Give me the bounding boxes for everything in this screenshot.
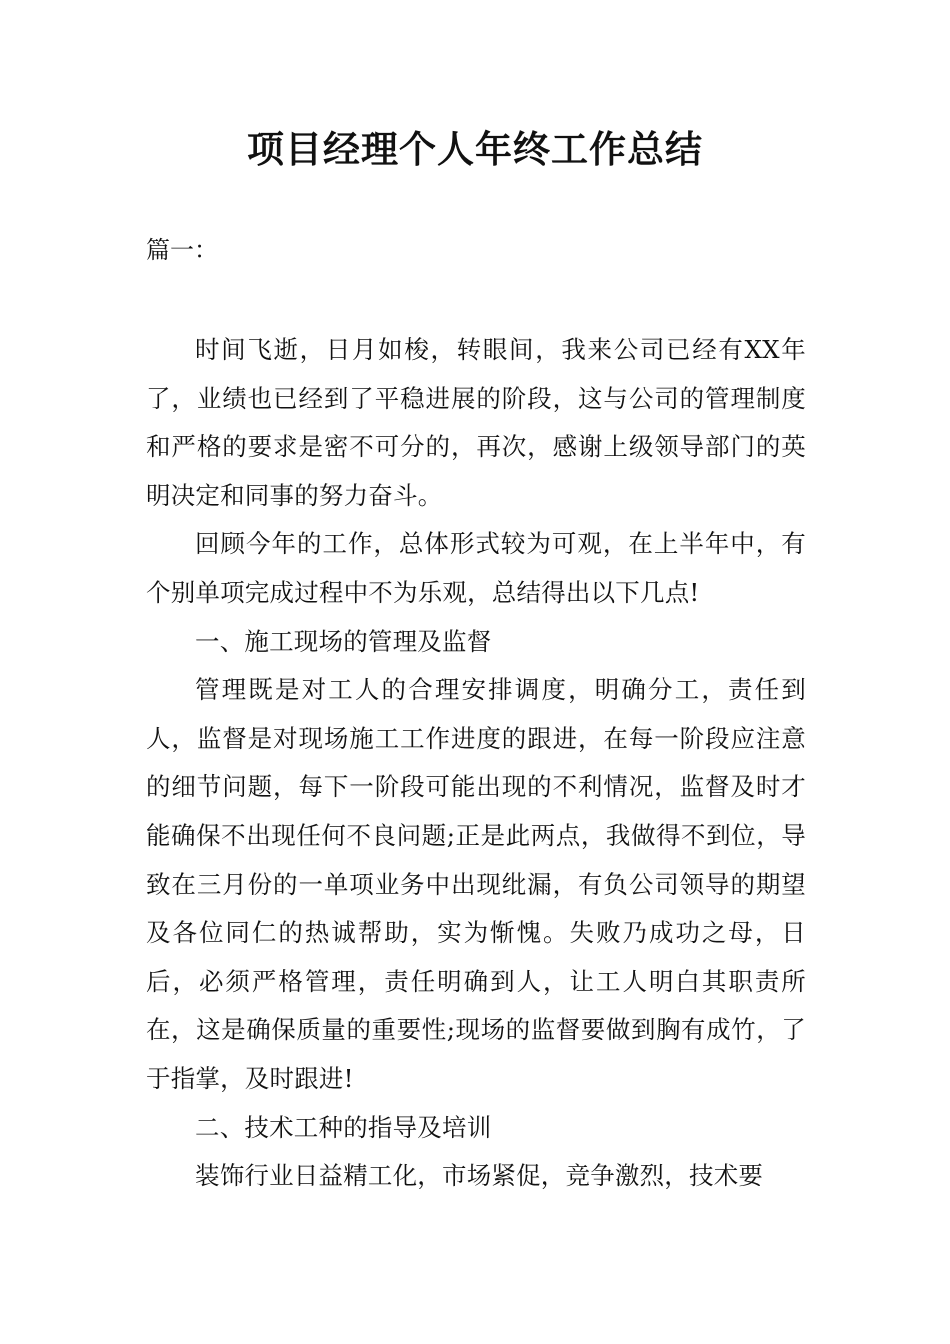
paragraph-site-management: 管理既是对工人的合理安排调度，明确分工，责任到人，监督是对现场施工工作进度的跟进，在每一阶段应注意的细节问题，每下一阶段可能出现的不利情况，监督及时才能确保不出现任何不良问题;正是此两点，我做得不到位，导致在三月份的一单项业务中出现纰漏，有负公司领导的期望及各位同仁的热诚帮助，实为惭愧。失败乃成功之母，日后，必须严格管理，责任明确到人，让工人明白其职责所在，这是确保质量的重要性;现场的监督要做到胸有成竹，了于指掌，及时跟进! [146,675,806,1093]
document-body [146,326,806,1201]
paragraph-technical-training: 装饰行业日益精工化，市场紧促，竞争激烈，技术要 [195,1161,764,1191]
document-title: 项目经理个人年终工作总结 [247,128,703,171]
paragraph-review: 回顾今年的工作，总体形式较为可观，在上半年中，有个别单项完成过程中不为乐观，总结得出以下几点! [146,529,806,607]
paragraph-intro: 时间飞逝，日月如梭，转眼间，我来公司已经有XX年了，业绩也已经到了平稳进展的阶段，这与公司的管理制度和严格的要求是密不可分的，再次，感谢上级领导部门的英明决定和同事的努力奋斗。 [146,335,806,510]
heading-site-management: 一、施工现场的管理及监督 [195,626,492,656]
section-label: 篇一： [146,236,218,264]
heading-technical-training: 二、技术工种的指导及培训 [195,1112,492,1142]
